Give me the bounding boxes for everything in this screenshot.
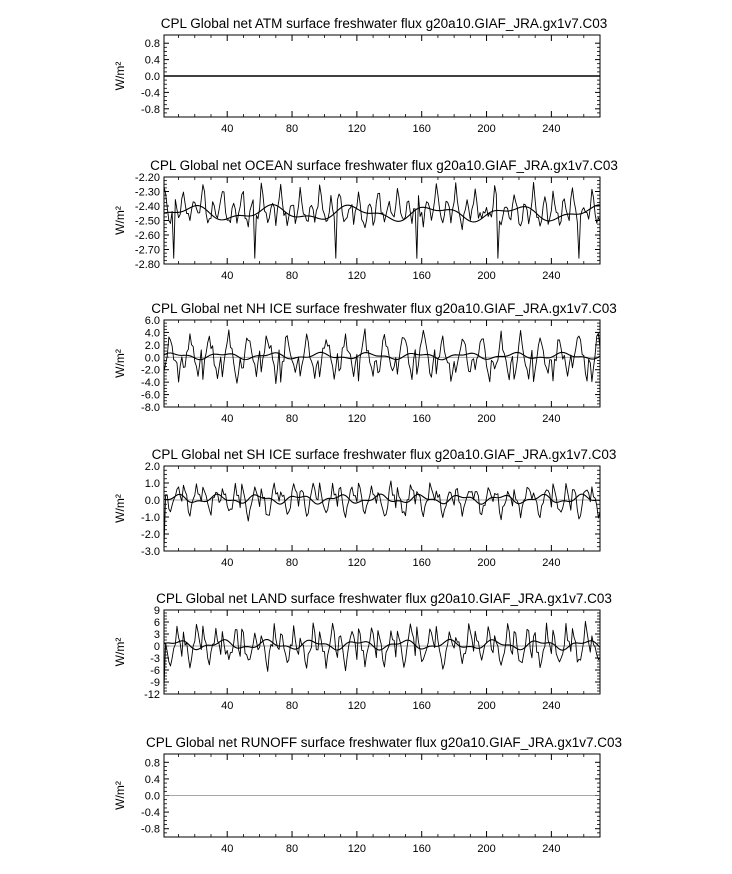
- y-tick-label: -6: [150, 665, 160, 677]
- y-tick-label: -0.4: [141, 807, 160, 820]
- x-tick-label: 160: [412, 843, 431, 855]
- x-tick-label: 80: [285, 700, 299, 712]
- x-tick-label: 120: [347, 557, 367, 569]
- chart-panel-4: [113, 447, 616, 569]
- x-tick-label: 200: [477, 557, 496, 569]
- y-tick-label: 1.0: [144, 478, 160, 490]
- y-tick-label: 6: [153, 617, 160, 629]
- y-tick-label: -12: [144, 689, 160, 701]
- chart-panel-2: [113, 158, 618, 282]
- y-tick-label: 0.0: [144, 352, 160, 365]
- chart-title: CPL Global net ATM surface freshwater flux g20a10.GIAF_JRA.gx1v7.C03: [160, 16, 608, 31]
- x-tick-label: 40: [221, 123, 234, 135]
- y-tick-label: -9: [150, 677, 160, 689]
- x-tick-label: 240: [542, 700, 561, 712]
- x-tick-label: 200: [477, 843, 496, 855]
- y-tick-label: 2.0: [144, 461, 160, 473]
- y-tick-label: 0: [153, 641, 160, 653]
- x-tick-label: 120: [347, 270, 367, 282]
- x-tick-label: 200: [477, 270, 496, 282]
- chart-panel-3: [113, 301, 617, 425]
- y-tick-label: 0.8: [144, 757, 160, 770]
- chart-title: CPL Global net RUNOFF surface freshwater flux g20a10.GIAF_JRA.gx1v7.C03: [146, 735, 622, 750]
- x-tick-label: 40: [221, 270, 234, 282]
- y-axis-label: W/m²: [113, 637, 127, 667]
- chart-title: CPL Global net LAND surface freshwater flux g20a10.GIAF_JRA.gx1v7.C03: [156, 591, 612, 606]
- series-line-1: [164, 481, 600, 548]
- y-tick-label: 4.0: [144, 327, 160, 340]
- y-tick-label: 0.0: [144, 790, 160, 803]
- x-tick-label: 200: [477, 700, 496, 712]
- chart-title: CPL Global net OCEAN surface freshwater flux g20a10.GIAF_JRA.gx1v7.C03: [150, 158, 618, 173]
- y-tick-label: -8.0: [141, 402, 160, 414]
- x-tick-label: 240: [542, 413, 561, 425]
- x-tick-label: 120: [347, 700, 367, 712]
- y-axis-label: W/m²: [113, 781, 127, 810]
- y-axis-label: W/m²: [113, 349, 127, 378]
- x-tick-label: 240: [542, 270, 561, 282]
- x-tick-label: 160: [412, 123, 431, 135]
- x-tick-label: 160: [412, 557, 431, 569]
- x-tick-label: 40: [221, 700, 234, 712]
- y-tick-label: -6.0: [141, 389, 160, 402]
- y-tick-label: -3: [150, 653, 160, 665]
- x-tick-label: 120: [347, 123, 367, 135]
- x-tick-label: 160: [412, 413, 431, 425]
- x-tick-label: 80: [285, 843, 299, 855]
- x-tick-label: 80: [285, 123, 299, 135]
- x-tick-label: 200: [477, 413, 496, 425]
- x-tick-label: 80: [285, 270, 299, 282]
- y-axis-label: W/m²: [113, 61, 127, 91]
- y-tick-label: -0.8: [141, 103, 160, 116]
- x-tick-label: 40: [221, 413, 234, 425]
- x-tick-label: 80: [285, 413, 299, 425]
- y-tick-label: -2.0: [141, 364, 160, 377]
- chart-title: CPL Global net SH ICE surface freshwater flux g20a10.GIAF_JRA.gx1v7.C03: [151, 447, 617, 462]
- series-line-1: [164, 621, 600, 688]
- y-tick-label: 0.4: [144, 54, 160, 67]
- y-tick-label: -2.50: [134, 215, 160, 228]
- y-tick-label: -3.0: [141, 546, 160, 558]
- x-tick-label: 40: [221, 843, 234, 855]
- x-tick-label: 120: [347, 843, 367, 855]
- y-tick-label: -2.0: [141, 529, 160, 541]
- x-tick-label: 160: [412, 700, 431, 712]
- y-tick-label: 9: [153, 605, 160, 617]
- y-tick-label: -0.8: [141, 823, 160, 836]
- y-tick-label: 0.0: [144, 71, 160, 83]
- y-tick-label: 0.0: [144, 495, 160, 507]
- chart-panel-6: [113, 735, 622, 855]
- x-tick-label: 80: [285, 557, 299, 569]
- y-axis-label: W/m²: [113, 494, 127, 523]
- chart-panel-5: [113, 591, 612, 712]
- series-line-1: [164, 182, 600, 258]
- chart-title: CPL Global net NH ICE surface freshwater flux g20a10.GIAF_JRA.gx1v7.C03: [151, 301, 617, 316]
- y-tick-label: 2.0: [144, 339, 160, 352]
- y-axis-label: W/m²: [113, 206, 127, 235]
- y-tick-label: -2.80: [134, 259, 160, 271]
- y-tick-label: -2.40: [134, 201, 160, 213]
- y-tick-label: -2.20: [134, 172, 160, 184]
- y-tick-label: -1.0: [141, 512, 160, 524]
- x-tick-label: 200: [477, 123, 496, 135]
- y-tick-label: -4.0: [141, 377, 160, 390]
- y-tick-label: 3: [153, 629, 160, 641]
- y-tick-label: -2.70: [134, 244, 160, 257]
- x-tick-label: 120: [347, 413, 367, 425]
- y-tick-label: -2.30: [134, 186, 160, 199]
- y-tick-label: -0.4: [141, 87, 160, 100]
- x-tick-label: 160: [412, 270, 431, 282]
- y-tick-label: 6.0: [144, 315, 160, 327]
- x-tick-label: 240: [542, 843, 561, 855]
- x-tick-label: 240: [542, 557, 561, 569]
- y-tick-label: 0.4: [144, 773, 160, 786]
- x-tick-label: 40: [221, 557, 234, 569]
- x-tick-label: 240: [542, 123, 561, 135]
- y-tick-label: 0.8: [144, 38, 160, 51]
- y-tick-label: -2.60: [134, 230, 160, 242]
- plot-frame: [164, 466, 600, 551]
- chart-panel-1: [113, 16, 607, 135]
